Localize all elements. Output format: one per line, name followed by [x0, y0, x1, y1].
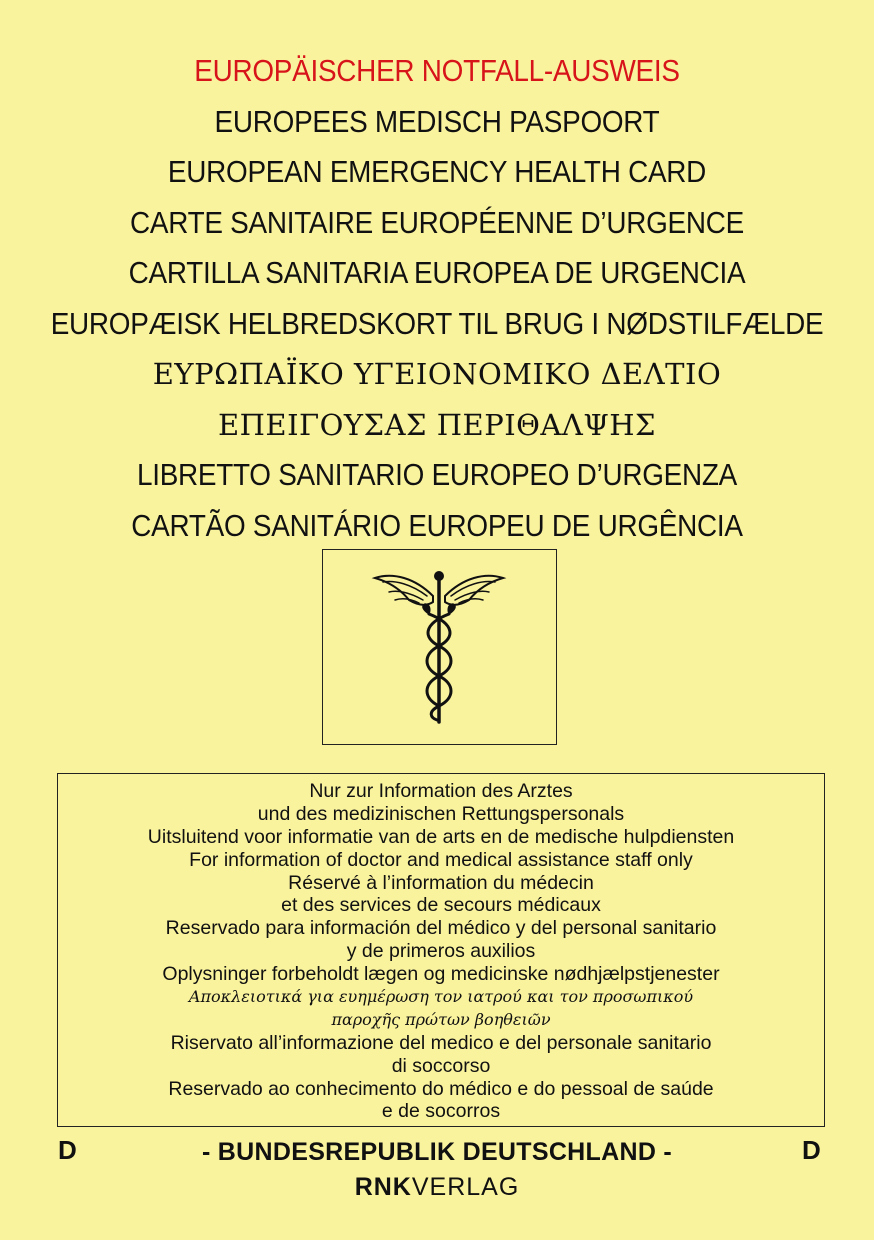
title-block — [0, 46, 874, 551]
title-english: EUROPEAN EMERGENCY HEALTH CARD — [167, 154, 707, 189]
publisher-logo — [0, 1173, 874, 1202]
title-spanish: CARTILLA SANITARIA EUROPEA DE URGENCIA — [128, 255, 746, 290]
title-german: EUROPÄISCHER NOTFALL-AUSWEIS — [194, 53, 680, 88]
info-line-it-1: Riservato all’informazione del medico e del personale sanitario — [170, 1031, 712, 1054]
title-greek-line-1: ΕΥΡΩΠΑΪΚΟ ΥΓΕΙΟΝΟΜΙΚΟ ΔΕΛΤΙΟ — [152, 357, 722, 391]
publisher-logo-rest: VERLAG — [411, 1173, 520, 1201]
medical-info-notice — [57, 773, 825, 1127]
info-line-pt-2: e de socorros — [381, 1100, 501, 1123]
title-italian: LIBRETTO SANITARIO EUROPEO D’URGENZA — [136, 457, 738, 492]
info-line-it-2: di soccorso — [391, 1054, 491, 1077]
info-line-de-1: Nur zur Information des Arztes — [309, 780, 573, 802]
title-dutch: EUROPEES MEDISCH PASPOORT — [214, 103, 660, 139]
info-line-de-2: und des medizinischen Rettungspersonals — [257, 802, 625, 825]
caduceus-icon — [323, 550, 555, 743]
title-portuguese: CARTÃO SANITÁRIO EUROPEU DE URGÊNCIA — [131, 507, 743, 543]
publisher-logo-bold: RNK — [354, 1173, 412, 1201]
info-line-da: Oplysninger forbeholdt lægen og medicinske nødhjælpstjenester — [162, 963, 720, 986]
country-code-left: D — [58, 1135, 77, 1165]
title-french: CARTE SANITAIRE EUROPÉENNE D’URGENCE — [129, 204, 744, 240]
info-line-pt-1: Reservado ao conhecimento do médico e do pessoal de saúde — [168, 1077, 714, 1100]
title-danish: EUROPÆISK HELBREDSKORT TIL BRUG I NØDSTILFÆLDE — [50, 305, 824, 341]
country-code-right: D — [802, 1135, 821, 1165]
info-line-fr-2: et des services de secours médicaux — [281, 894, 601, 917]
country-name: - BUNDESREPUBLIK DEUTSCHLAND - — [201, 1138, 673, 1166]
title-greek-line-2: ΕΠΕΙΓΟΥΣΑΣ ΠΕΡΙΘΑΛΨΗΣ — [217, 407, 657, 442]
info-line-nl: Uitsluitend voor informatie van de arts en de medische hulpdiensten — [147, 825, 735, 848]
emblem-box — [322, 549, 557, 745]
info-line-el-2: παροχῆς πρώτων βοηθειῶν — [331, 1009, 551, 1029]
info-line-el-1: Αποκλειοτικά για ευημέρωση τον ιατρού και τον προσωπικού — [188, 987, 694, 1007]
info-line-es-1: Reservado para información del médico y del personal sanitario — [165, 917, 717, 940]
info-line-fr-1: Réservé à l’information du médecin — [288, 871, 594, 894]
info-line-es-2: y de primeros auxilios — [346, 940, 536, 963]
info-line-en: For information of doctor and medical assistance staff only — [189, 848, 693, 871]
